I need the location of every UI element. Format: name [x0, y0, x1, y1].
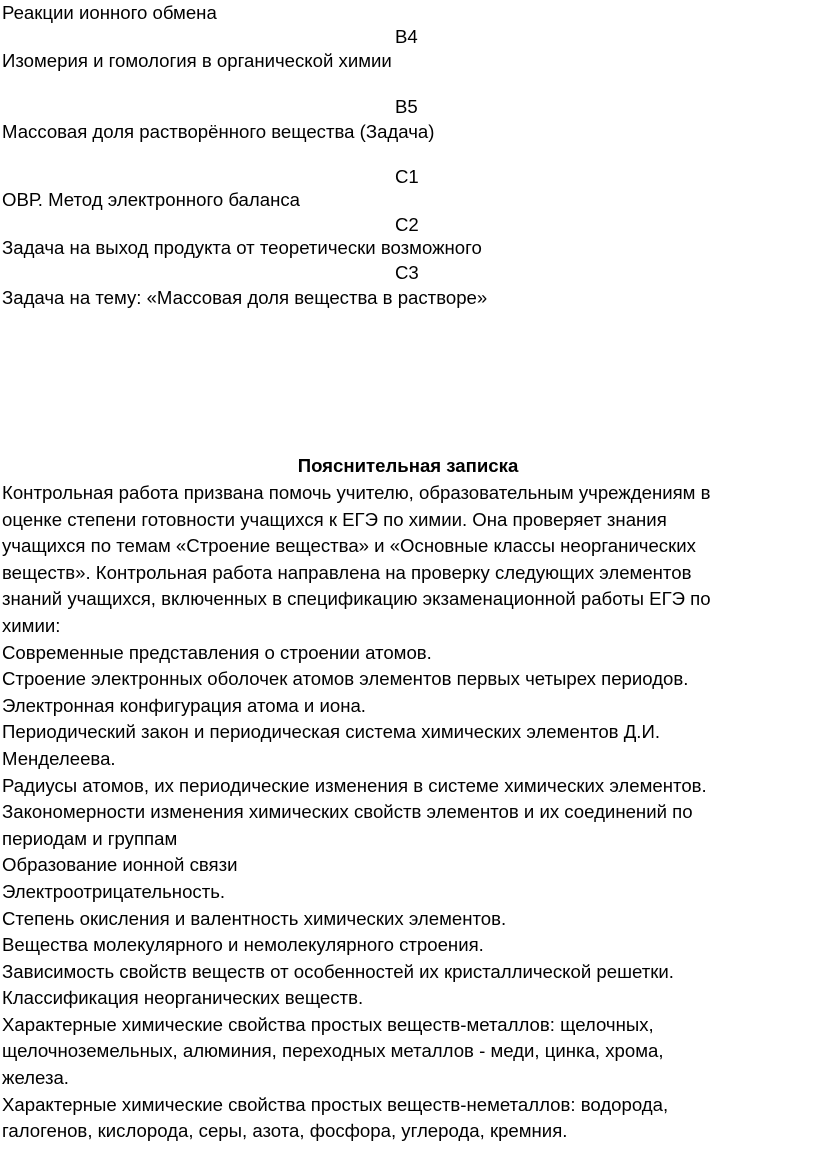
note-line: Электроотрицательность. [2, 880, 226, 902]
note-line: веществ». Контрольная работа направлена на проверку следующих элементов [2, 561, 692, 583]
note-line: Строение электронных оболочек атомов элементов первых четырех периодов. [2, 668, 689, 690]
note-line: Радиусы атомов, их периодические изменения в системе химических элементов. [2, 774, 707, 796]
note-line: Закономерности изменения химических свойств элементов и их соединений по [2, 801, 693, 823]
note-line: галогенов, кислорода, серы, азота, фосфора, углерода, кремния. [2, 1120, 568, 1142]
note-line: оценке степени готовности учащихся к ЕГЭ по химии. Она проверяет знания [2, 508, 667, 530]
topic-title: Задача на выход продукта от теоретически возможного [2, 237, 482, 258]
note-line: Менделеева. [2, 747, 116, 769]
topic-title: Реакции ионного обмена [2, 2, 217, 23]
note-line: химии: [2, 614, 61, 636]
topic-title: Задача на тему: «Массовая доля вещества в растворе» [2, 287, 488, 308]
topic-code: С1 [395, 166, 419, 187]
note-line: Образование ионной связи [2, 854, 238, 876]
topic-code: С3 [395, 262, 419, 283]
note-line: щелочноземельных, алюминия, переходных металлов - меди, цинка, хрома, [2, 1040, 664, 1062]
note-line: Характерные химические свойства простых веществ-металлов: щелочных, [2, 1013, 654, 1035]
note-line: железа. [2, 1067, 69, 1089]
note-line: Вещества молекулярного и немолекулярного строения. [2, 934, 484, 956]
topic-code: В4 [395, 26, 418, 47]
note-line: периодам и группам [2, 827, 178, 849]
note-line: Периодический закон и периодическая система химических элементов Д.И. [2, 721, 661, 743]
section-heading: Пояснительная записка [297, 455, 519, 476]
topic-title: ОВР. Метод электронного баланса [2, 189, 300, 210]
note-line: Современные представления о строении атомов. [2, 641, 432, 663]
note-line: Характерные химические свойства простых веществ-неметаллов: водорода, [2, 1093, 669, 1115]
note-line: Контрольная работа призвана помочь учителю, образовательным учреждениям в [2, 482, 711, 503]
note-line: Степень окисления и валентность химических элементов. [2, 907, 507, 929]
topic-code: В5 [395, 96, 418, 117]
note-line: учащихся по темам «Строение вещества» и «Основные классы неорганических [2, 535, 696, 557]
note-line: Классификация неорганических веществ. [2, 987, 364, 1009]
explanatory-note-body [2, 480, 814, 1145]
note-line: Электронная конфигурация атома и иона. [2, 694, 366, 716]
note-line: Зависимость свойств веществ от особенностей их кристаллической решетки. [2, 960, 674, 982]
topic-code: С2 [395, 214, 419, 235]
topic-title: Массовая доля растворённого вещества (Задача) [2, 121, 435, 142]
topic-title: Изомерия и гомология в органической химии [2, 50, 392, 71]
note-line: знаний учащихся, включенных в спецификацию экзаменационной работы ЕГЭ по [2, 588, 711, 610]
